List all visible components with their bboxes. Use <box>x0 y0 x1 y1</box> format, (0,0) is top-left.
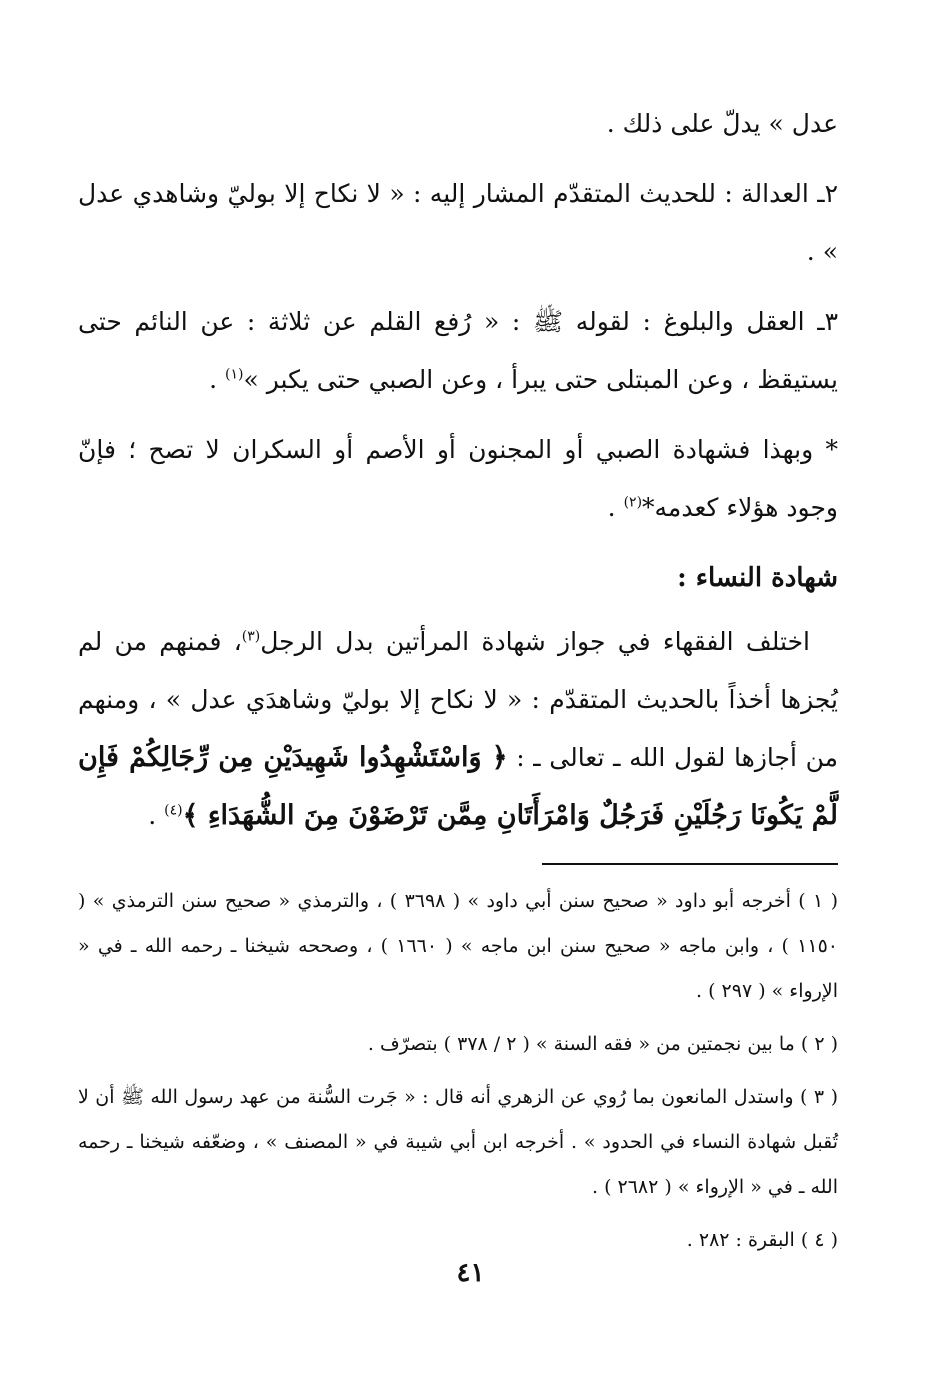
paragraph-women-testimony: اختلف الفقهاء في جواز شهادة المرأتين بدل الرجل$^{(٣)}$، فمنهم من لم يُجزها أخذاً بالحديث المتقدّم : « لا نكاح إلا بوليّ وشاهدَي عدل » ، ومنهم من أجازها لقول الله ـ تعالى ـ : ﴿ وَاسْتَشْهِدُوا شَهِيدَيْنِ مِن رِّجَالِكُمْ فَإِن لَّمْ يَكُونَا رَجُلَيْنِ فَرَجُلٌ وَامْرَأَتَانِ مِمَّن تَرْضَوْنَ مِنَ الشُّهَدَاءِ ﴾$^{(٤)}$ . <box>78 627 839 831</box>
footnotes <box>78 879 838 1263</box>
footnote-1: ( ١ ) أخرجه أبو داود « صحيح سنن أبي داود » ( ٣٦٩٨ ) ، والترمذي « صحيح سنن الترمذي » ( ١١٥٠ ) ، وابن ماجه « صحيح سنن ابن ماجه » ( ١٦٦٠ ) ، وصححه شيخنا ـ رحمه الله ـ في « الإرواء » ( ٢٩٧ ) . <box>78 890 839 1002</box>
footnote-ref-4[interactable]: (٤) <box>164 802 183 819</box>
section-heading: شهادة النساء : <box>677 563 838 593</box>
footnote-3: ( ٣ ) واستدل المانعون بما رُوي عن الزهري أنه قال : « جَرت السُّنة من عهد رسول الله ﷺ أن لا تُقبل شهادة النساء في الحدود » . أخرجه ابن أبي شيبة في « المصنف » ، وضعّفه شيخنا ـ رحمه الله ـ في « الإرواء » ( ٢٦٨٢ ) . <box>78 1086 838 1198</box>
paragraph-condition-sanity: ٣ـ العقل والبلوغ : لقوله ﷺ : « رُفع القلم عن ثلاثة : عن النائم حتى يستيقظ ، وعن المبتلى حتى يبرأ ، وعن الصبي حتى يكبر »$^{(١)}$ . <box>78 307 838 394</box>
footnote-ref-1[interactable]: (١) <box>225 366 244 383</box>
page-content <box>78 95 838 1271</box>
paragraph-condition-justice: ٢ـ العدالة : للحديث المتقدّم المشار إليه : « لا نكاح إلا بوليّ وشاهدي عدل » . <box>78 179 838 266</box>
paragraph-invalid-witnesses: * وبهذا فشهادة الصبي أو المجنون أو الأصم أو السكران لا تصح ؛ فإنّ وجود هؤلاء كعدمه*$^{(٢)}$ . <box>78 435 838 522</box>
paragraph-continuation: عدل » يدلّ على ذلك . <box>606 109 838 138</box>
page-number: ٤١ <box>456 1258 485 1288</box>
footnote-divider <box>542 863 838 865</box>
footnote-ref-3[interactable]: (٣) <box>241 628 261 645</box>
footnote-ref-2[interactable]: (٢) <box>623 494 643 511</box>
quran-verse: ﴿ وَاسْتَشْهِدُوا شَهِيدَيْنِ مِن رِّجَالِكُمْ فَإِن لَّمْ يَكُونَا رَجُلَيْنِ فَرَجُلٌ وَامْرَأَتَانِ مِمَّن تَرْضَوْنَ مِنَ الشُّهَدَاءِ ﴾ <box>78 742 838 831</box>
footnote-4: ( ٤ ) البقرة : ٢٨٢ . <box>686 1229 838 1251</box>
main-text <box>78 95 838 845</box>
footnote-2: ( ٢ ) ما بين نجمتين من « فقه السنة » ( ٢ / ٣٧٨ ) بتصرّف . <box>367 1033 838 1055</box>
